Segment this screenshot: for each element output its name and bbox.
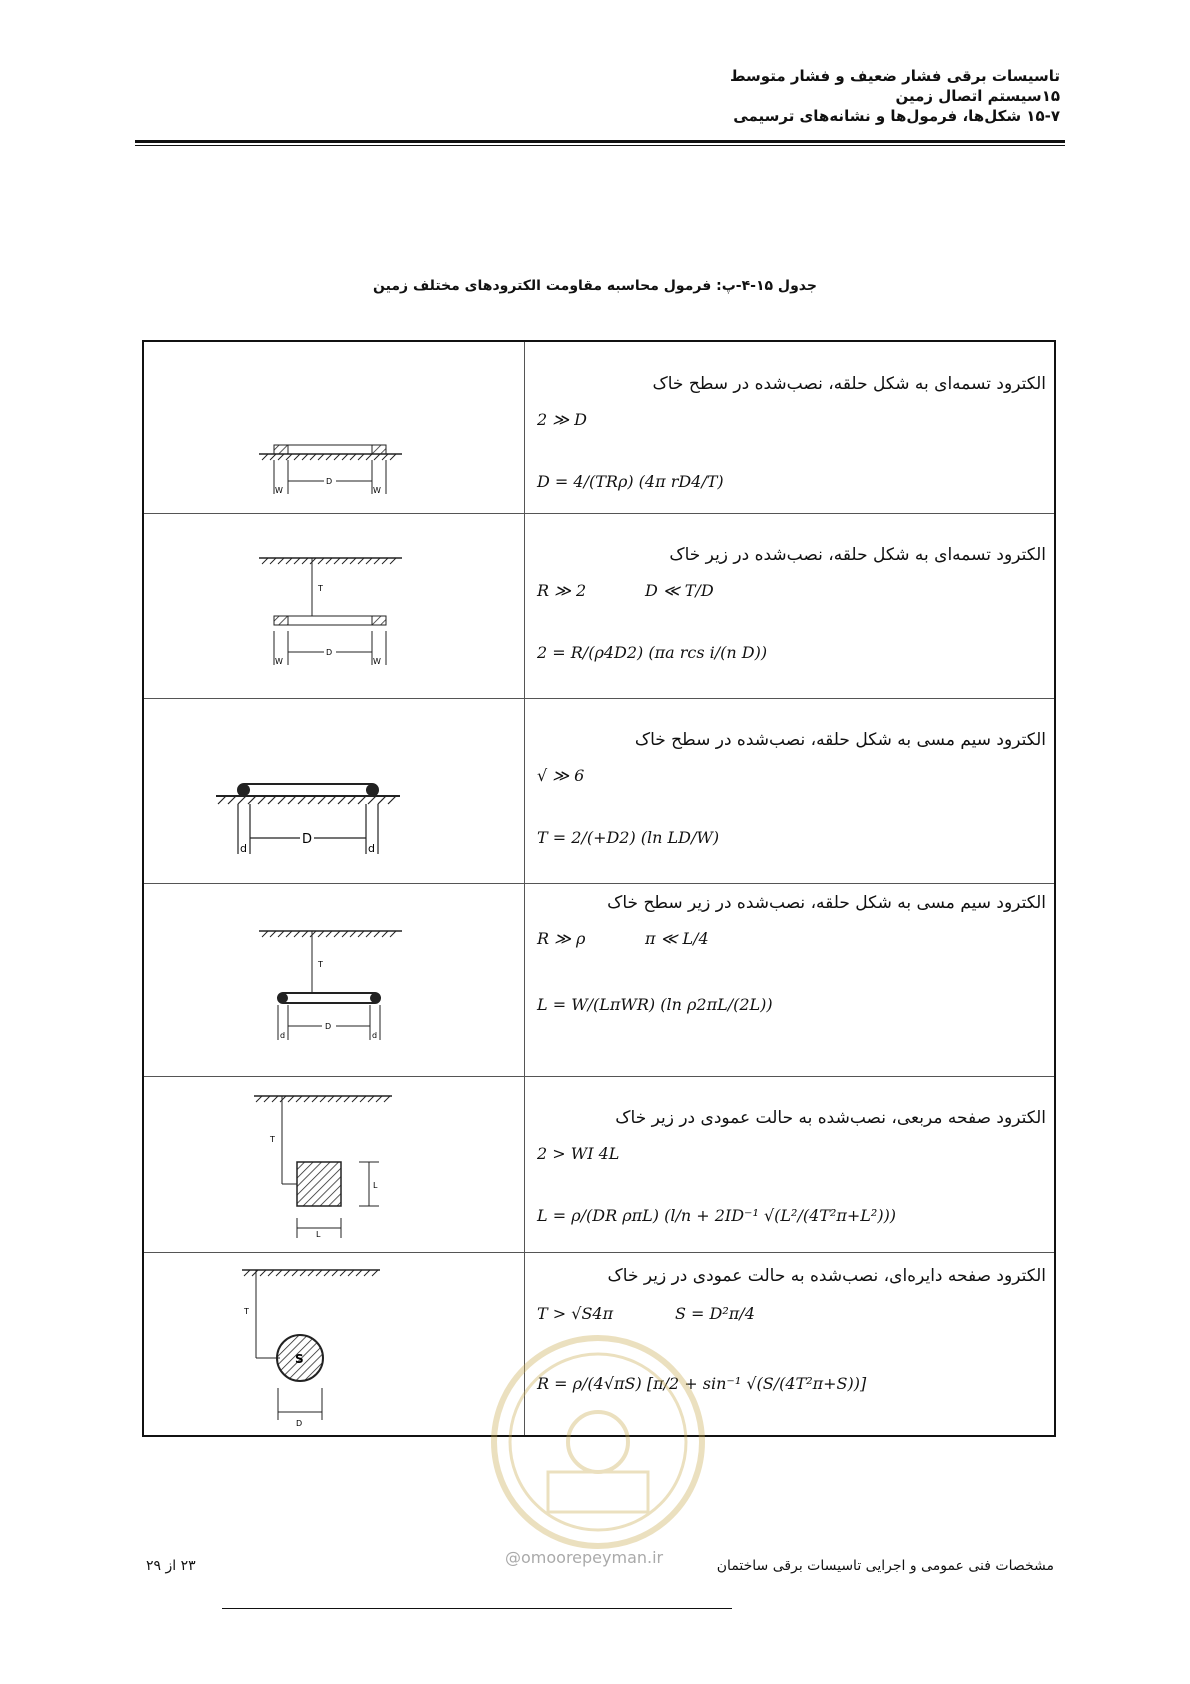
electrode-table <box>142 340 1056 1437</box>
label-d: D <box>326 648 333 657</box>
table-row <box>144 883 1054 1077</box>
formula: L = ρ/(DR ρπL) (l/n + 2ID⁻¹ √(L²/(4T²π+L²))) <box>537 1206 897 1225</box>
condition: T > √S4π <box>537 1304 614 1323</box>
table-row <box>144 698 1054 884</box>
label-d: D <box>326 477 333 486</box>
page-header <box>730 66 1060 126</box>
table-row <box>144 513 1054 699</box>
figure-cell <box>144 342 525 513</box>
row-title: الکترود سیم مسی به شکل حلقه، نصب‌شده در زیر سطح خاک <box>607 893 1046 913</box>
label-d-small: d <box>240 842 247 855</box>
label-t: T <box>318 584 323 593</box>
condition-2: S = D²π/4 <box>675 1304 755 1323</box>
table-caption: جدول ۱۵-۴-پ: فرمول محاسبه مقاومت الکترودهای مختلف زمین <box>373 278 817 294</box>
condition: √ ≫ 6 <box>537 766 585 785</box>
formula: L = W/(LπWR) (ln ρ2πL/(2L)) <box>537 995 773 1014</box>
label-t: T <box>244 1307 249 1316</box>
copper-ring-surface-figure <box>144 698 524 883</box>
label-l: L <box>316 1230 321 1239</box>
formula-cell <box>525 883 1054 1076</box>
table-row <box>144 342 1054 514</box>
row-title: الکترود صفحه مربعی، نصب‌شده به حالت عمودی در زیر خاک <box>615 1108 1046 1128</box>
footer-rule <box>222 1608 732 1609</box>
formula: R = ρ/(4√πS) [π/2 + sin⁻¹ √(S/(4T²π+S))] <box>537 1374 867 1393</box>
condition: 2 ≫ D <box>537 410 587 429</box>
table-row <box>144 1076 1054 1253</box>
label-s: S <box>295 1352 304 1366</box>
label-d-small: d <box>368 842 375 855</box>
row-title: الکترود صفحه دایره‌ای، نصب‌شده به حالت عمودی در زیر خاک <box>607 1266 1046 1286</box>
formula-cell <box>525 342 1054 513</box>
figure-cell <box>144 513 525 698</box>
label-d: D <box>296 1419 303 1428</box>
label-w: W <box>373 657 381 666</box>
label-w: W <box>373 486 381 495</box>
label-t: T <box>270 1135 275 1144</box>
formula-cell <box>525 1076 1054 1252</box>
page-number: ۲۳ از ۲۹ <box>146 1558 196 1574</box>
figure-cell <box>144 1252 525 1435</box>
label-l: L <box>373 1181 378 1190</box>
figure-cell <box>144 698 525 883</box>
row-title: الکترود سیم مسی به شکل حلقه، نصب‌شده در سطح خاک <box>634 730 1046 750</box>
condition-2: π ≪ L/4 <box>645 929 709 948</box>
label-w: W <box>275 657 283 666</box>
ring-strip-surface-figure <box>144 342 524 513</box>
header-rule <box>135 140 1065 143</box>
watermark-seal-icon <box>488 1332 708 1552</box>
header-line-3: ۱۵-۷ شکل‌ها، فرمول‌ها و نشانه‌های ترسیمی <box>733 107 1060 125</box>
formula-cell <box>525 513 1054 698</box>
row-title: الکترود تسمه‌ای به شکل حلقه، نصب‌شده در سطح خاک <box>652 374 1046 394</box>
condition: R ≫ 2 <box>537 581 587 600</box>
label-d: D <box>302 832 313 847</box>
label-w: W <box>275 486 283 495</box>
header-line-1: تاسیسات برقی فشار ضعیف و فشار متوسط <box>729 67 1060 85</box>
ring-strip-buried-figure <box>144 513 524 698</box>
label-d: D <box>325 1022 332 1031</box>
figure-cell <box>144 1076 525 1252</box>
label-d-small: d <box>280 1031 286 1040</box>
circular-plate-figure <box>144 1252 524 1435</box>
condition: 2 > WI 4L <box>537 1144 620 1163</box>
condition: R ≫ ρ <box>537 929 586 948</box>
formula: 2 = R/(ρ4D2) (πa rcs i/(n D)) <box>537 643 768 662</box>
label-t: T <box>318 960 323 969</box>
header-line-2: ۱۵سیستم اتصال زمین <box>895 87 1060 105</box>
watermark-text: @omoorepeyman.ir <box>505 1548 664 1567</box>
formula-cell <box>525 698 1054 883</box>
row-title: الکترود تسمه‌ای به شکل حلقه، نصب‌شده در زیر خاک <box>669 545 1046 565</box>
figure-cell <box>144 883 525 1076</box>
header-rule-thin <box>135 145 1065 146</box>
footer-title: مشخصات فنی عمومی و اجرایی تاسیسات برقی ساختمان <box>716 1558 1054 1574</box>
condition-2: D ≪ T/D <box>645 581 714 600</box>
label-d-small: d <box>372 1031 378 1040</box>
formula: D = 4/(TRρ) (4π rD4/T) <box>537 472 724 491</box>
copper-ring-buried-figure <box>144 883 524 1076</box>
square-plate-figure <box>144 1076 524 1252</box>
formula: T = 2/(+D2) (ln LD/W) <box>537 828 720 847</box>
